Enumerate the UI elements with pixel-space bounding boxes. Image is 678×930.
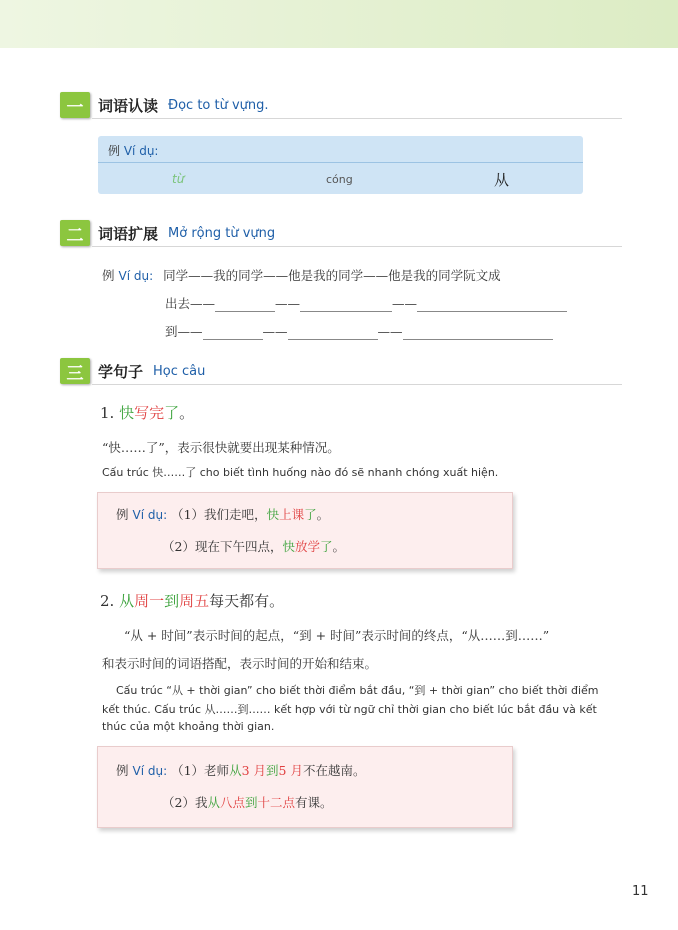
box-divider	[98, 162, 583, 163]
grammar-explain-vi: Cấu trúc 快……了 cho biết tình huống nào đó sẽ nhanh chóng xuất hiện.	[102, 466, 499, 479]
example-zh: 例	[102, 268, 115, 283]
grammar-explain-zh-2: 和表示时间的词语搭配，表示时间的开始和结束。	[102, 656, 378, 671]
blank-line[interactable]	[288, 325, 378, 340]
vocab-meaning: từ	[172, 172, 185, 186]
expansion-chain: 同学——我的同学——他是我的同学——他是我的同学阮文成	[163, 268, 501, 283]
section-title-vi: Đọc to từ vựng.	[168, 97, 269, 113]
expansion-head: 出去——	[165, 296, 216, 311]
expansion-example-row	[102, 266, 501, 284]
section-divider	[92, 246, 622, 247]
grammar-explain-vi-3: thúc của một khoảng thời gian.	[102, 720, 275, 733]
vocab-example-box	[98, 136, 583, 194]
section-title-zh: 学句子	[98, 362, 144, 381]
section-1-header	[60, 92, 269, 118]
vocab-hanzi: 从	[494, 171, 510, 189]
expansion-row-3: 到—— —— ——	[165, 322, 553, 340]
blank-line[interactable]	[215, 297, 275, 312]
vocab-pinyin: cóng	[326, 173, 353, 186]
grammar-point-2-title: 2. 从周一到周五每天都有。	[100, 592, 285, 610]
example-label	[108, 142, 158, 159]
grammar-example-box-1	[97, 492, 513, 569]
blank-line[interactable]	[403, 325, 553, 340]
section-2-header	[60, 220, 275, 246]
example-line-2: （2）现在下午四点，快放学了。	[162, 539, 346, 554]
section-number-badge: 二	[60, 220, 90, 246]
section-number-badge: 一	[60, 92, 90, 118]
section-title-zh: 词语扩展	[98, 224, 159, 243]
grammar-explain-vi-1: Cấu trúc “从 + thời gian” cho biết thời điểm bắt đầu, “到 + thời gian” cho biết thời điểm	[116, 684, 599, 697]
page-number: 11	[632, 884, 649, 899]
grammar-explain-zh: “快……了”，表示很快就要出现某种情况。	[102, 440, 340, 455]
section-number-badge: 三	[60, 358, 90, 384]
example-zh: 例	[108, 144, 121, 158]
grammar-explain-zh-1: “从 + 时间”表示时间的起点，“到 + 时间”表示时间的终点，“从……到……”	[124, 628, 550, 643]
blank-line[interactable]	[203, 325, 263, 340]
section-title-vi: Học câu	[153, 363, 206, 379]
blank-line[interactable]	[417, 297, 567, 312]
section-3-header	[60, 358, 205, 384]
expansion-row-2: 出去—— —— ——	[165, 294, 567, 312]
example-vi: Ví dụ:	[118, 269, 154, 283]
example-line-1: 例 Ví dụ: （1）老师从3 月到5 月不在越南。	[116, 763, 366, 778]
example-line-2: （2）我从八点到十二点有课。	[162, 795, 333, 810]
grammar-explain-vi-2: kết thúc. Cấu trúc 从……到…… kết hợp với từ ngữ chỉ thời gian cho biết lúc bắt đầu và kết	[102, 703, 597, 716]
section-divider	[92, 118, 622, 119]
section-title-zh: 词语认读	[98, 96, 159, 115]
example-vi: Ví dụ:	[123, 144, 159, 158]
expansion-head: 到——	[165, 324, 203, 339]
blank-line[interactable]	[300, 297, 392, 312]
grammar-example-box-2	[97, 746, 513, 828]
grammar-point-1-title: 1. 快写完了。	[100, 404, 195, 422]
example-line-1: 例 Ví dụ: （1）我们走吧，快上课了。	[116, 507, 330, 522]
section-divider	[92, 384, 622, 385]
top-header-band	[0, 0, 678, 48]
section-title-vi: Mở rộng từ vựng	[168, 225, 276, 241]
